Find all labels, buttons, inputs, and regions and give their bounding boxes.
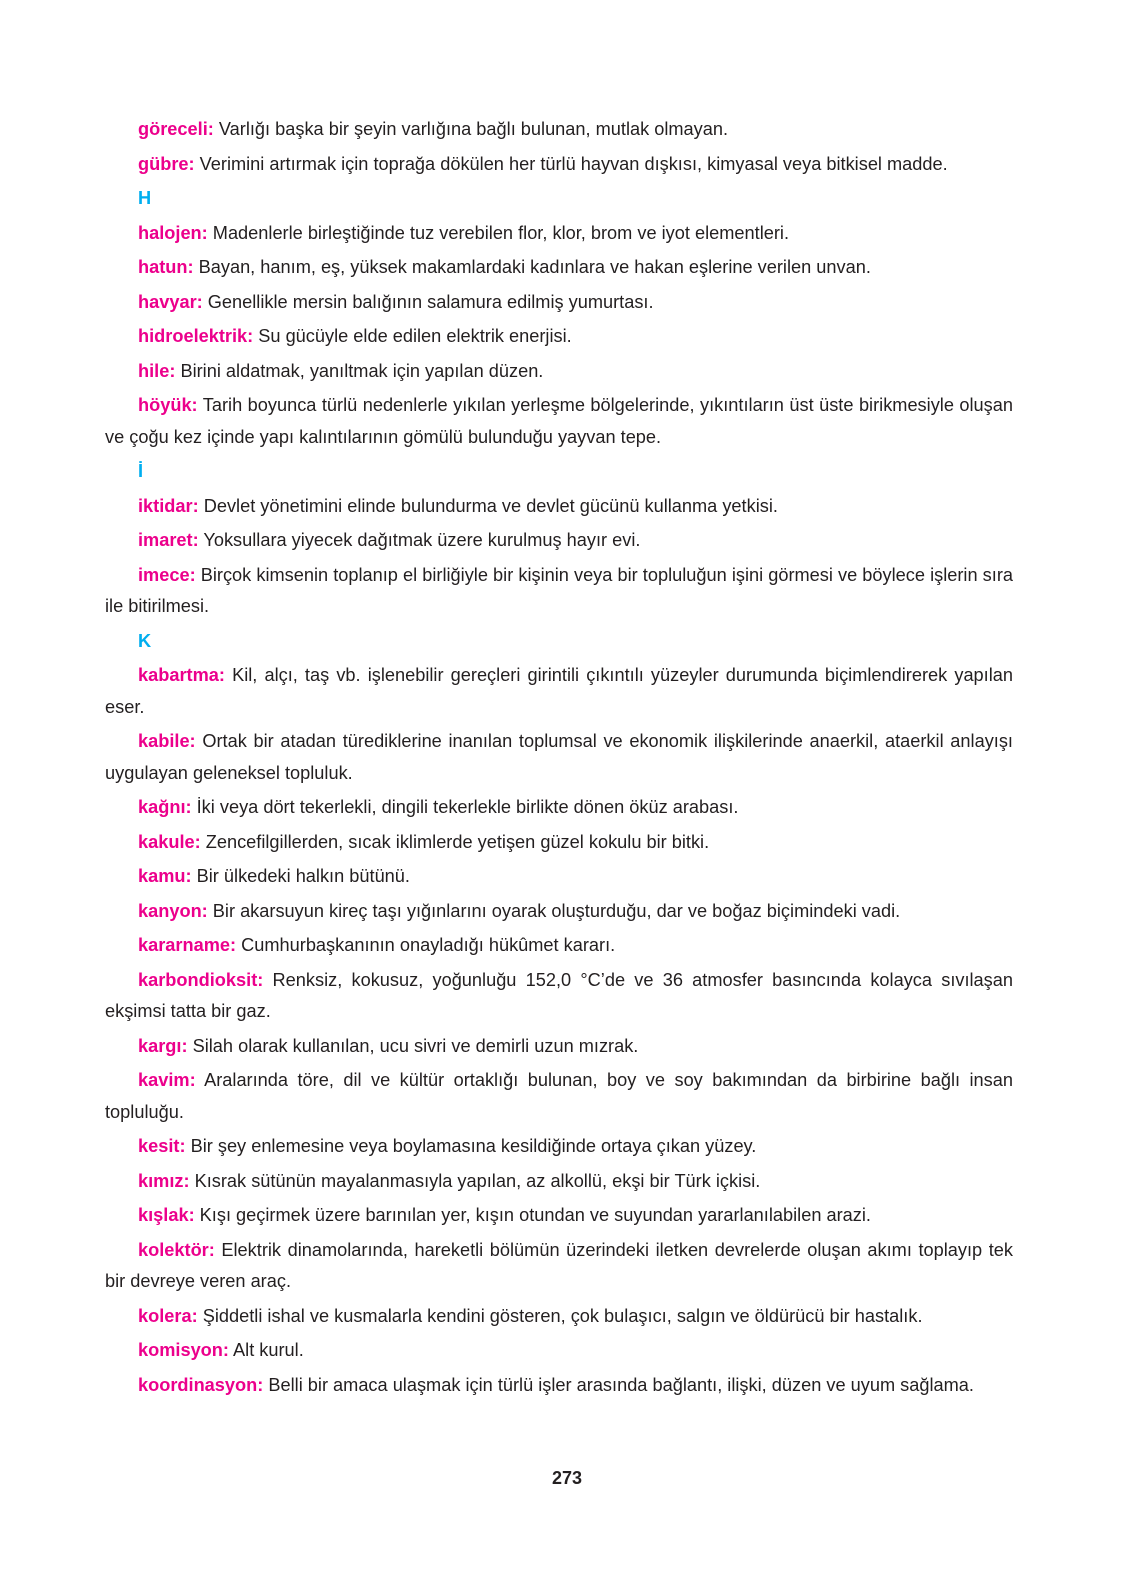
definition: Alt kurul.	[228, 1340, 304, 1360]
glossary-entry	[105, 321, 1013, 353]
term: halojen:	[138, 222, 208, 243]
glossary-entry	[105, 1200, 1013, 1232]
definition: Kışı geçirmek üzere barınılan yer, kışın otundan ve suyundan yararlanılabilen arazi.	[194, 1205, 871, 1225]
section-letter-k: K	[138, 630, 152, 651]
term: komisyon:	[138, 1340, 229, 1360]
definition: Varlığı başka bir şeyin varlığına bağlı bulunan, mutlak olmayan.	[213, 119, 729, 139]
definition: Renksiz, kokusuz, yoğunluğu 152,0 °C’de ve 36 atmosfer basıncında kolayca sıvılaşan ekşimsi tatta bir gaz.	[105, 969, 1013, 1021]
term: höyük:	[138, 395, 198, 415]
term: imaret:	[138, 530, 199, 550]
term: kararname:	[138, 935, 237, 955]
definition: Kil, alçı, taş vb. işlenebilir gereçleri girintili çıkıntılı yüzeyler durumunda biçimlendirerek yapılan eser.	[105, 665, 1013, 717]
term: kolera:	[138, 1305, 198, 1326]
term: karbondioksit:	[138, 969, 264, 990]
glossary-entry	[105, 491, 1013, 523]
term: hidroelektrik:	[138, 326, 254, 346]
glossary-content	[105, 114, 1013, 1404]
glossary-entry	[105, 1031, 1013, 1063]
glossary-entry	[105, 965, 1013, 1028]
glossary-entry	[105, 149, 1013, 181]
definition: Birçok kimsenin toplanıp el birliğiyle bir kişinin veya bir topluluğun işini görmesi ve böylece işlerin sıra ile bitirilmesi.	[105, 564, 1013, 616]
term: kargı:	[138, 1035, 188, 1056]
definition: Bayan, hanım, eş, yüksek makamlardaki kadınlara ve hakan eşlerine verilen unvan.	[193, 257, 871, 277]
definition: Ortak bir atadan türediklerine inanılan toplumsal ve ekonomik ilişkilerinde anaerkil, ataerkil anlayışı uygulayan geleneksel topluluk.	[105, 731, 1013, 783]
section-letter-h: H	[138, 188, 152, 208]
glossary-entry	[105, 114, 1013, 146]
glossary-entry	[105, 1370, 1013, 1402]
term: hile:	[138, 360, 176, 381]
definition: Silah olarak kullanılan, ucu sivri ve demirli uzun mızrak.	[187, 1035, 639, 1056]
term: hatun:	[138, 257, 194, 277]
glossary-entry	[105, 896, 1013, 928]
definition: Su gücüyle elde edilen elektrik enerjisi.	[253, 326, 572, 346]
glossary-entry	[105, 356, 1013, 388]
definition: Zencefilgillerden, sıcak iklimlerde yetişen güzel kokulu bir bitki.	[200, 831, 710, 852]
definition: Genellikle mersin balığının salamura edilmiş yumurtası.	[202, 291, 654, 312]
definition: Elektrik dinamolarında, hareketli bölümün üzerindeki iletken devrelerde oluşan akımı toplayıp tek bir devreye veren araç.	[105, 1239, 1013, 1291]
glossary-entry	[105, 560, 1013, 623]
term: gübre:	[138, 153, 195, 174]
definition: Cumhurbaşkanının onayladığı hükûmet kararı.	[236, 935, 616, 955]
definition: Birini aldatmak, yanıltmak için yapılan düzen.	[175, 360, 544, 381]
page-number: 273	[551, 1468, 583, 1488]
glossary-entry	[105, 1335, 1013, 1367]
definition: Bir şey enlemesine veya boylamasına kesildiğinde ortaya çıkan yüzey.	[185, 1136, 757, 1156]
term: imece:	[138, 564, 196, 585]
term: kanyon:	[138, 900, 208, 921]
definition: Aralarında töre, dil ve kültür ortaklığı bulunan, boy ve soy bakımından da birbirine bağlı insan topluluğu.	[105, 1070, 1013, 1122]
definition: Kısrak sütünün mayalanmasıyla yapılan, az alkollü, ekşi bir Türk içkisi.	[189, 1170, 761, 1191]
glossary-entry	[105, 827, 1013, 859]
term: kımız:	[138, 1170, 190, 1191]
term: kabile:	[138, 731, 196, 751]
glossary-entry	[105, 660, 1013, 723]
glossary-entry	[105, 861, 1013, 893]
definition: Yoksullara yiyecek dağıtmak üzere kurulmuş hayır evi.	[198, 530, 641, 550]
term: kavim:	[138, 1070, 196, 1090]
glossary-entry	[105, 930, 1013, 962]
glossary-entry	[105, 1235, 1013, 1298]
definition: Bir ülkedeki halkın bütünü.	[191, 866, 410, 886]
glossary-entry	[105, 218, 1013, 250]
glossary-entry	[105, 287, 1013, 319]
term: kakule:	[138, 831, 201, 852]
definition: Tarih boyunca türlü nedenlerle yıkılan yerleşme bölgelerinde, yıkıntıların üst üste birikmesiyle oluşan ve çoğu kez içinde yapı kalıntılarının gömülü bulunduğu yayvan tepe.	[105, 395, 1013, 447]
term: kolektör:	[138, 1239, 215, 1260]
glossary-entry	[105, 1065, 1013, 1128]
definition: Belli bir amaca ulaşmak için türlü işler arasında bağlantı, ilişki, düzen ve uyum sağlama.	[263, 1374, 974, 1395]
section-letter-i: İ	[138, 461, 144, 481]
definition: Verimini artırmak için toprağa dökülen her türlü hayvan dışkısı, kimyasal veya bitkisel madde.	[194, 153, 948, 174]
term: iktidar:	[138, 495, 199, 516]
glossary-entry	[105, 1131, 1013, 1163]
glossary-entry	[105, 726, 1013, 789]
term: koordinasyon:	[138, 1374, 264, 1395]
definition: Devlet yönetimini elinde bulundurma ve devlet gücünü kullanma yetkisi.	[198, 495, 778, 516]
glossary-entry	[105, 792, 1013, 824]
definition: İki veya dört tekerlekli, dingili tekerlekle birlikte dönen öküz arabası.	[191, 797, 739, 817]
definition: Bir akarsuyun kireç taşı yığınlarını oyarak oluşturduğu, dar ve boğaz biçimindeki vadi.	[207, 900, 901, 921]
term: göreceli:	[138, 119, 214, 139]
term: kağnı:	[138, 797, 192, 817]
glossary-entry	[105, 390, 1013, 453]
term: kesit:	[138, 1136, 186, 1156]
glossary-entry	[105, 1166, 1013, 1198]
glossary-entry	[105, 525, 1013, 557]
term: havyar:	[138, 291, 203, 312]
glossary-entry	[105, 252, 1013, 284]
term: kamu:	[138, 866, 192, 886]
term: kışlak:	[138, 1205, 195, 1225]
glossary-entry	[105, 1301, 1013, 1333]
definition: Şiddetli ishal ve kusmalarla kendini gösteren, çok bulaşıcı, salgın ve öldürücü bir hastalık.	[197, 1305, 923, 1326]
term: kabartma:	[138, 665, 225, 685]
definition: Madenlerle birleştiğinde tuz verebilen flor, klor, brom ve iyot elementleri.	[207, 222, 789, 243]
